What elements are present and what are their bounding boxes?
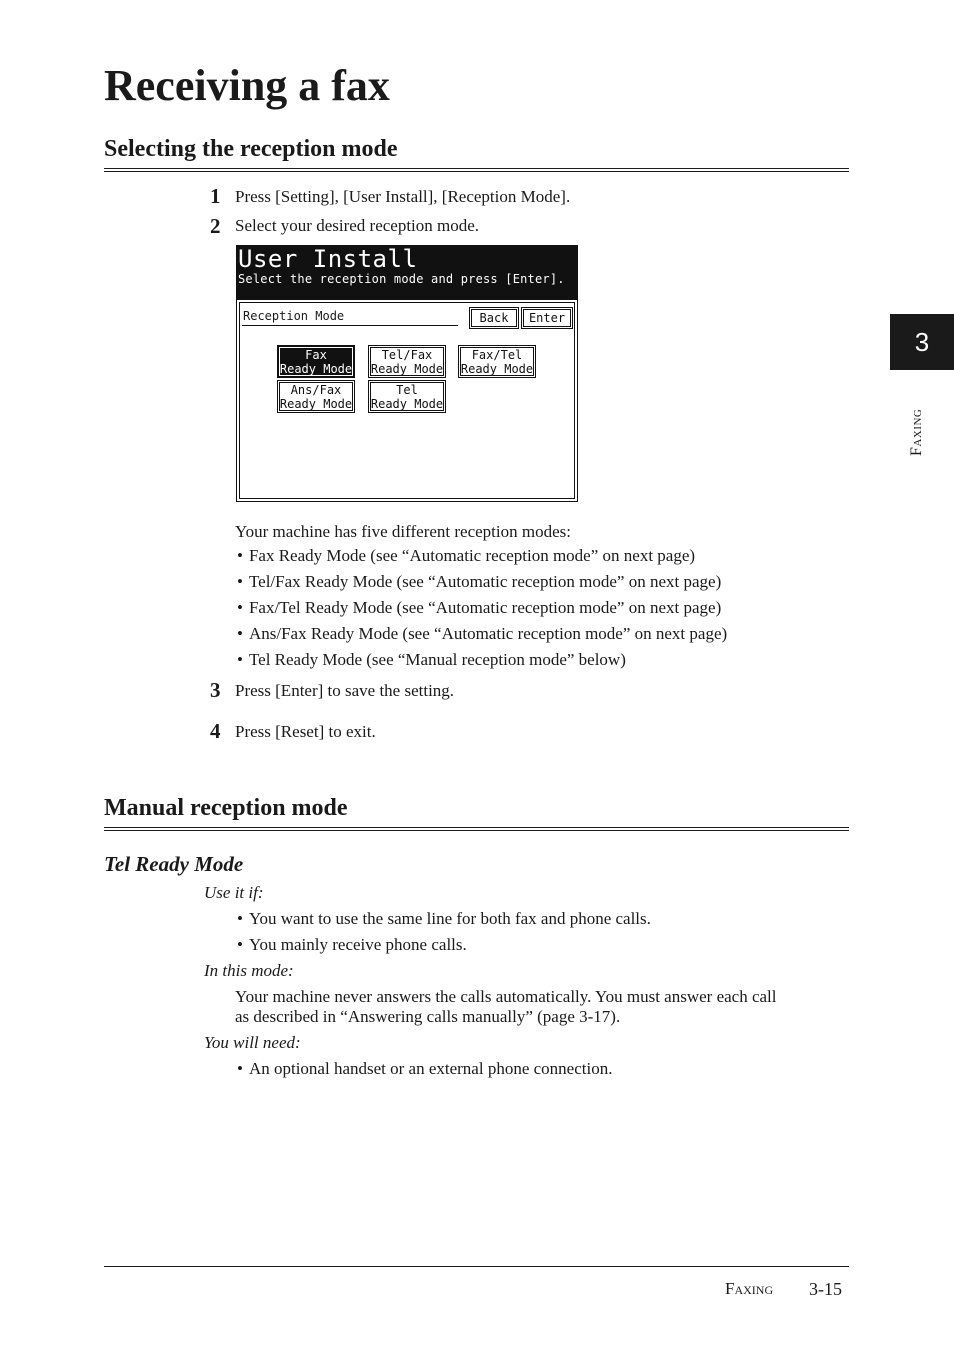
section-heading-manual-reception: Manual reception mode: [104, 795, 348, 821]
page-title: Receiving a fax: [104, 61, 390, 110]
lcd-subtitle: Select the reception mode and press [Enter].: [238, 272, 565, 286]
mode-line1: Tel: [396, 382, 418, 397]
list-item: • You want to use the same line for both fax and phone calls.: [237, 910, 651, 927]
mode-button-tel-fax-ready[interactable]: [368, 345, 446, 378]
mode-line2: Ready Mode: [460, 361, 534, 376]
list-item: • You mainly receive phone calls.: [237, 936, 467, 953]
mode-line1: Fax: [305, 347, 327, 362]
chapter-tab: 3: [890, 314, 954, 370]
mode-line1: Tel/Fax: [381, 347, 433, 362]
step-number: 3: [210, 678, 221, 702]
mode-line1: Fax/Tel: [471, 347, 523, 362]
mode-button-tel-ready[interactable]: [368, 380, 446, 413]
subheading-tel-ready-mode: Tel Ready Mode: [104, 852, 244, 876]
lcd-header: [237, 246, 577, 300]
footer-rule: [104, 1266, 849, 1267]
lcd-title: User Install: [238, 245, 418, 273]
step-text: Select your desired reception mode.: [235, 216, 480, 235]
step-text: Press [Reset] to exit.: [235, 722, 376, 741]
list-item: • Tel Ready Mode (see “Manual reception mode” below): [237, 651, 626, 668]
step-number: 1: [210, 184, 221, 208]
lcd-panel: [239, 302, 575, 499]
footer-section: Faxing: [725, 1279, 774, 1298]
chapter-side-label-text: Faxing: [908, 408, 925, 456]
mode-line2: Ready Mode: [370, 361, 444, 376]
enter-button[interactable]: Enter: [521, 307, 573, 329]
step-number: 4: [210, 719, 221, 743]
intro-text: Your machine has five different reception modes:: [235, 522, 571, 541]
label-you-will-need: You will need:: [204, 1033, 301, 1052]
chapter-side-label: [900, 390, 930, 460]
lcd-divider: [242, 325, 458, 326]
lcd-screen: [236, 245, 578, 502]
mode-line2: Ready Mode: [279, 396, 353, 411]
section-rule: [104, 827, 849, 831]
paragraph-line: as described in “Answering calls manually” (page 3-17).: [235, 1007, 621, 1026]
mode-line2: Ready Mode: [370, 396, 444, 411]
lcd-field-label: Reception Mode: [243, 309, 345, 323]
list-item: • Ans/Fax Ready Mode (see “Automatic reception mode” on next page): [237, 625, 727, 642]
step-text: Press [Enter] to save the setting.: [235, 681, 455, 700]
list-item: • Tel/Fax Ready Mode (see “Automatic reception mode” on next page): [237, 573, 721, 590]
mode-button-ans-fax-ready[interactable]: [277, 380, 355, 413]
mode-line1: Ans/Fax: [290, 382, 342, 397]
mode-button-fax-ready[interactable]: [277, 345, 355, 378]
section-heading-reception-mode: Selecting the reception mode: [104, 136, 398, 162]
mode-line2: Ready Mode: [279, 361, 353, 376]
step-number: 2: [210, 214, 221, 238]
mode-button-fax-tel-ready[interactable]: [458, 345, 536, 378]
footer-page-number: 3-15: [809, 1279, 842, 1299]
list-item: • An optional handset or an external phone connection.: [237, 1060, 612, 1077]
list-item: • Fax/Tel Ready Mode (see “Automatic reception mode” on next page): [237, 599, 721, 616]
back-button[interactable]: Back: [469, 307, 519, 329]
label-in-this-mode: In this mode:: [204, 961, 294, 980]
step-text: Press [Setting], [User Install], [Reception Mode].: [235, 187, 571, 206]
list-item: • Fax Ready Mode (see “Automatic reception mode” on next page): [237, 547, 695, 564]
section-rule: [104, 168, 849, 172]
label-use-it-if: Use it if:: [204, 883, 264, 902]
paragraph-line: Your machine never answers the calls automatically. You must answer each call: [235, 987, 777, 1006]
